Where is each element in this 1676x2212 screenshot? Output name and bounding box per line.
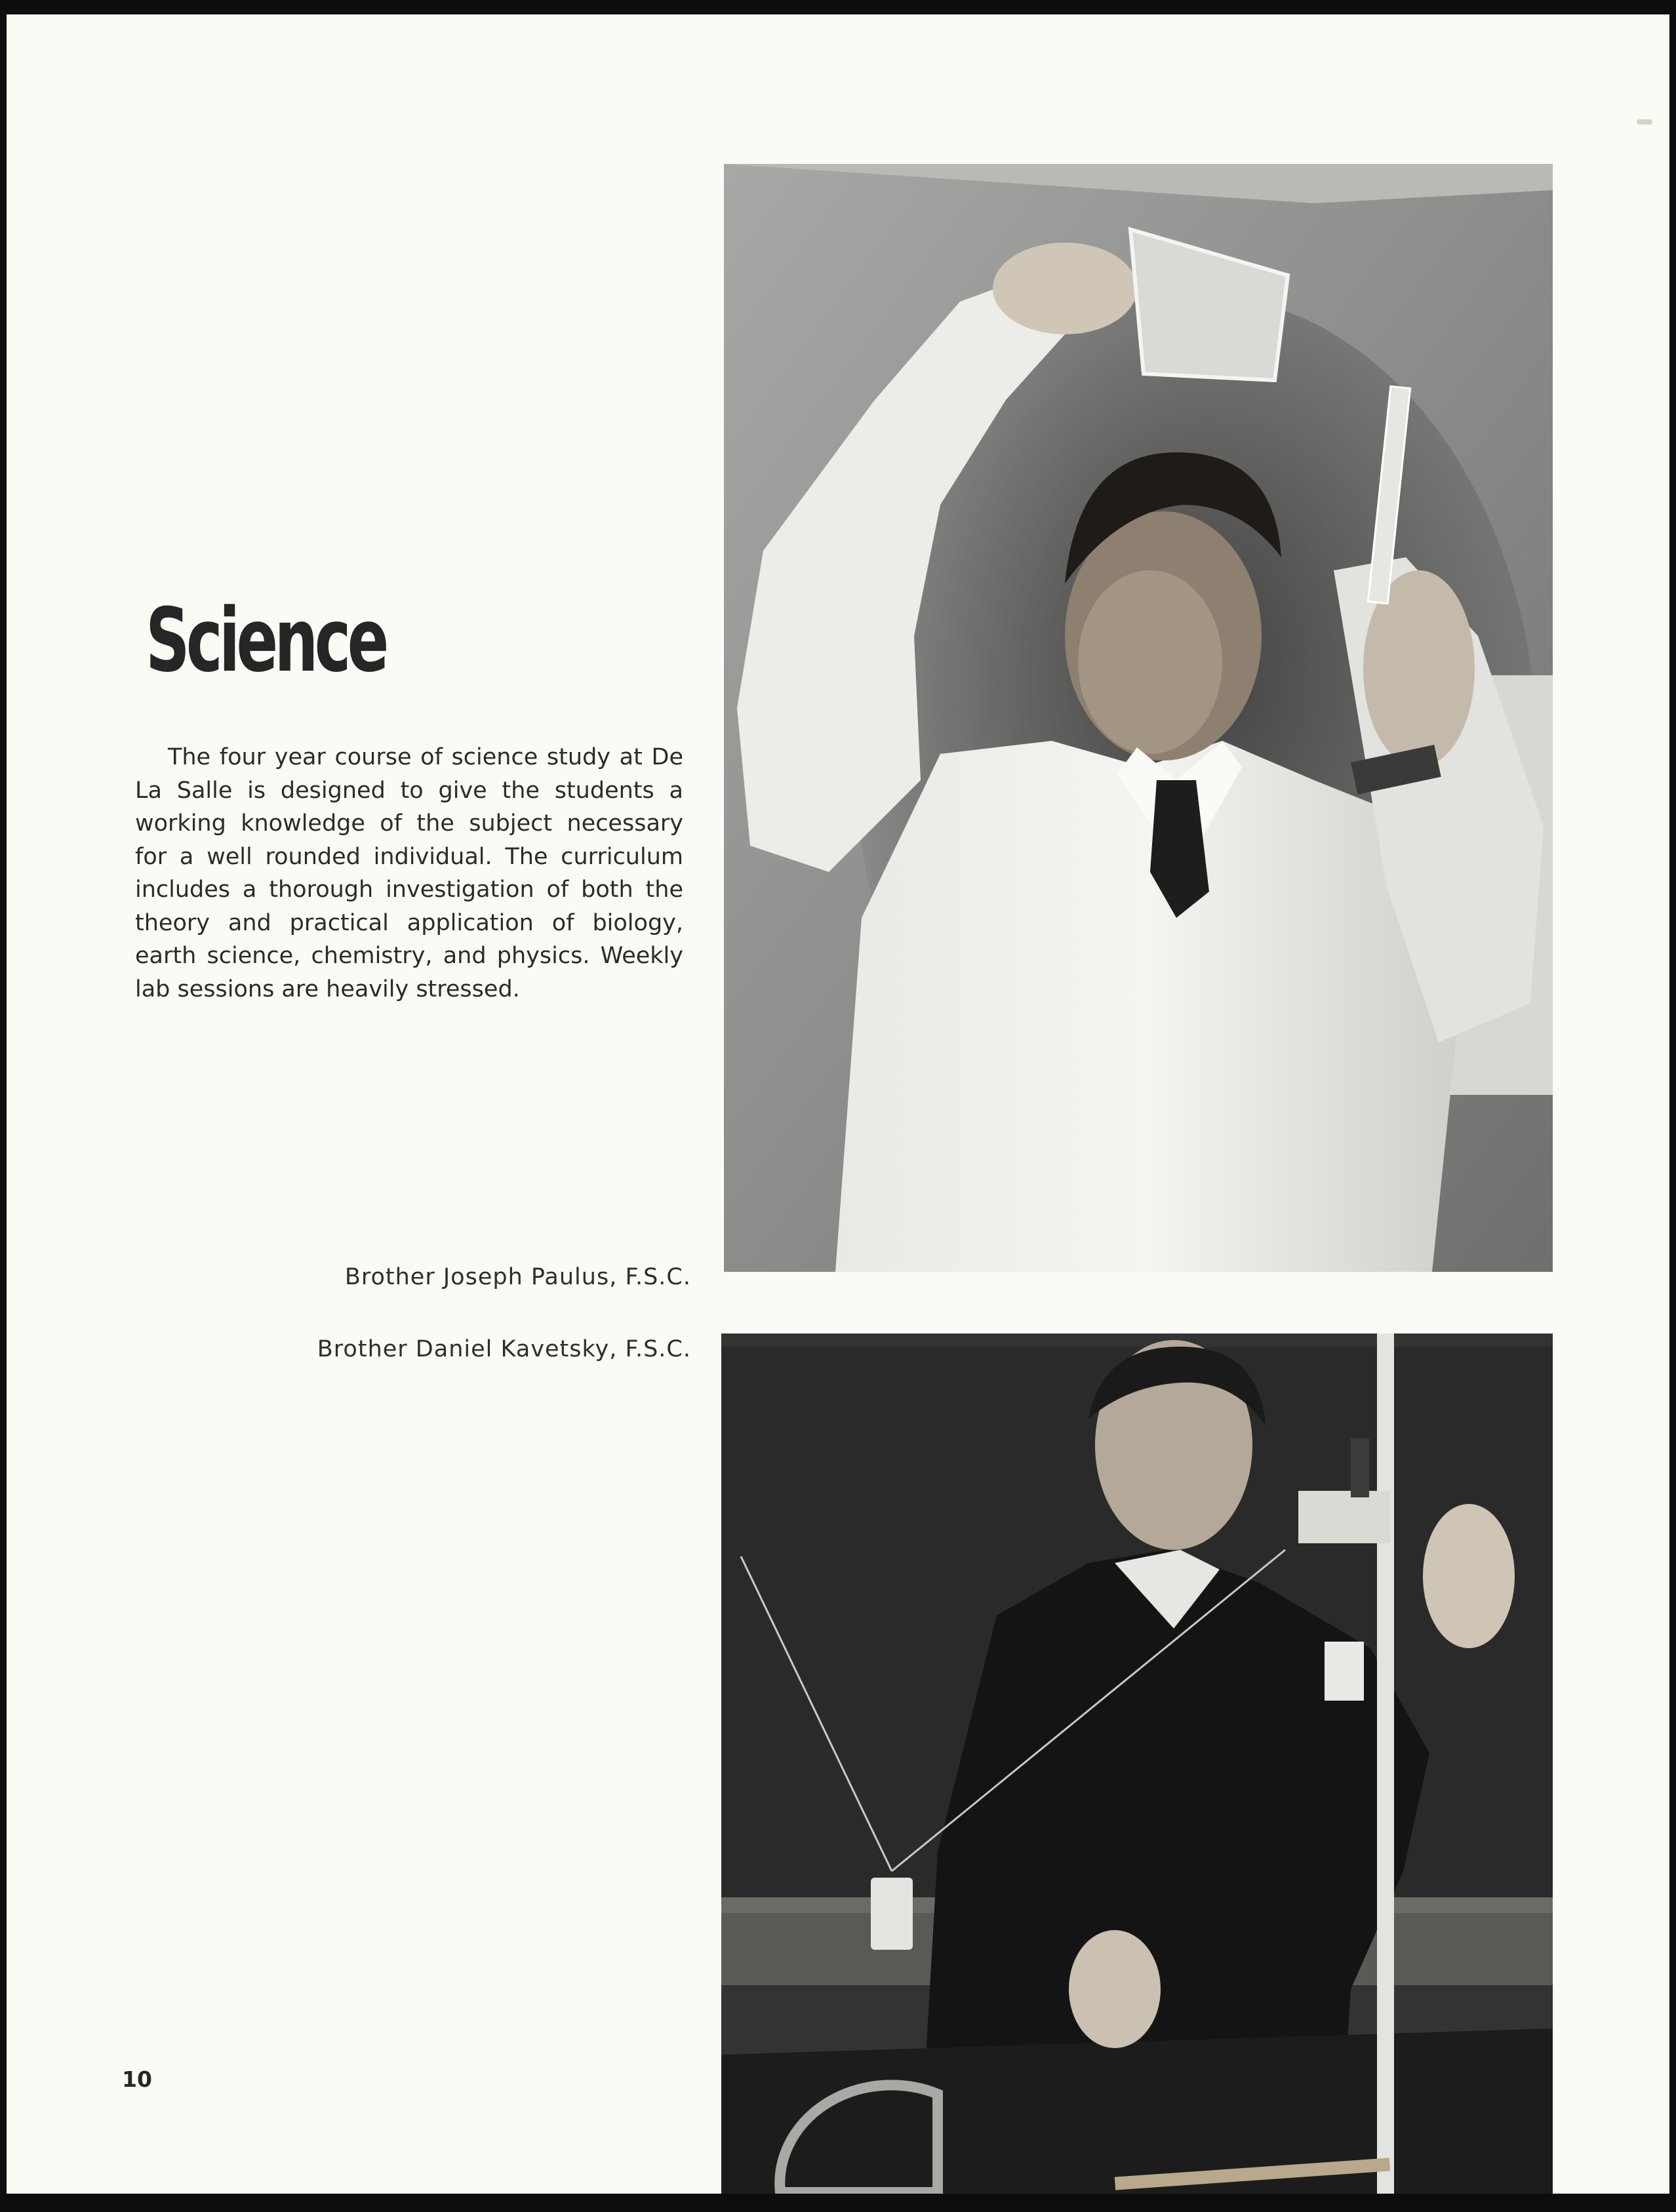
photo-pendulum-illustration — [721, 1333, 1553, 2194]
body-paragraph: The four year course of science study at De La Salle is designed to give the students a working knowledge of the subject necessary for a well rounded individual. The curriculum includes a thorough investigation of both the theory and practical application of biology, earth science, chemistry, and physics. Weekly lab sessions are heavily stressed. — [135, 744, 683, 1002]
page-title: Science — [146, 589, 386, 692]
yearbook-page — [7, 14, 1669, 2194]
photo-scientist-lab-coat — [724, 164, 1553, 1272]
page-number: 10 — [122, 2066, 152, 2092]
scan-mark — [1637, 119, 1652, 125]
photo-scientist-illustration — [724, 164, 1553, 1272]
photo-caption-top: Brother Joseph Paulus, F.S.C. — [344, 1264, 691, 1290]
photo-brother-pendulum — [721, 1333, 1553, 2194]
photo-caption-bottom: Brother Daniel Kavetsky, F.S.C. — [317, 1336, 691, 1362]
